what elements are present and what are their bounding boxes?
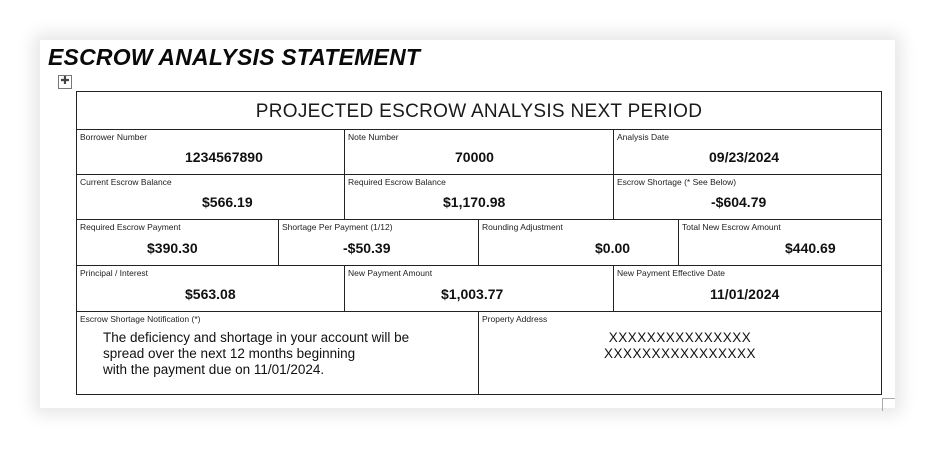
principal-interest-value: $563.08: [185, 286, 236, 302]
principal-interest-label: Principal / Interest: [80, 268, 149, 278]
current-escrow-balance-cell: [77, 175, 345, 220]
new-payment-effective-date-label: New Payment Effective Date: [617, 268, 726, 278]
shortage-per-payment-label: Shortage Per Payment (1/12): [282, 222, 393, 232]
borrower-number-value: 1234567890: [185, 149, 263, 165]
total-new-escrow-amount-label: Total New Escrow Amount: [682, 222, 781, 232]
new-payment-amount-label: New Payment Amount: [348, 268, 433, 278]
escrow-shortage-label: Escrow Shortage (* See Below): [617, 177, 737, 187]
property-address-cell: [479, 312, 881, 394]
rounding-adjustment-cell: [479, 220, 679, 266]
note-number-label: Note Number: [348, 132, 399, 142]
shortage-notification-label: Escrow Shortage Notification (*): [80, 314, 201, 324]
note-number-cell: [345, 130, 614, 175]
required-escrow-payment-cell: [77, 220, 279, 266]
analysis-date-label: Analysis Date: [617, 132, 669, 142]
total-new-escrow-amount-cell: [679, 220, 881, 266]
note-number-value: 70000: [455, 149, 494, 165]
shortage-notification-text: [103, 330, 409, 378]
required-escrow-balance-label: Required Escrow Balance: [348, 177, 446, 187]
new-payment-amount-cell: [345, 266, 614, 312]
property-address-line-1: XXXXXXXXXXXXXXX: [608, 330, 752, 345]
shortage-notification-line-1: The deficiency and shortage in your account will be: [103, 330, 410, 345]
property-address-line-2: XXXXXXXXXXXXXXXX: [603, 346, 757, 361]
current-escrow-balance-value: $566.19: [202, 194, 253, 210]
required-escrow-payment-label: Required Escrow Payment: [80, 222, 181, 232]
document-title: ESCROW ANALYSIS STATEMENT: [48, 44, 421, 70]
required-escrow-payment-value: $390.30: [147, 240, 198, 256]
principal-interest-cell: [77, 266, 345, 312]
analysis-date-value: 09/23/2024: [709, 149, 780, 165]
analysis-date-cell: [614, 130, 881, 175]
shortage-per-payment-value: -$50.39: [343, 240, 391, 256]
total-new-escrow-amount-value: $440.69: [785, 240, 836, 256]
new-payment-amount-value: $1,003.77: [441, 286, 504, 302]
required-escrow-balance-cell: [345, 175, 614, 220]
escrow-analysis-table: [76, 91, 882, 395]
shortage-notification-cell: [77, 312, 479, 394]
property-address-label: Property Address: [482, 314, 548, 324]
new-payment-effective-date-value: 11/01/2024: [710, 286, 780, 302]
shortage-notification-line-3: with the payment due on 11/01/2024.: [103, 362, 325, 377]
shortage-per-payment-cell: [279, 220, 479, 266]
rounding-adjustment-label: Rounding Adjustment: [482, 222, 563, 232]
current-escrow-balance-label: Current Escrow Balance: [80, 177, 172, 187]
escrow-shortage-cell: [614, 175, 881, 220]
table-move-handle-icon[interactable]: ✚: [58, 75, 72, 89]
required-escrow-balance-value: $1,170.98: [443, 194, 506, 210]
page-corner-mark: [882, 398, 895, 411]
table-heading: PROJECTED ESCROW ANALYSIS NEXT PERIOD: [77, 92, 881, 130]
new-payment-effective-date-cell: [614, 266, 881, 312]
shortage-notification-line-2: spread over the next 12 months beginning: [103, 346, 356, 361]
borrower-number-cell: [77, 130, 345, 175]
escrow-shortage-value: -$604.79: [711, 194, 767, 210]
borrower-number-label: Borrower Number: [80, 132, 148, 142]
rounding-adjustment-value: $0.00: [595, 240, 631, 256]
